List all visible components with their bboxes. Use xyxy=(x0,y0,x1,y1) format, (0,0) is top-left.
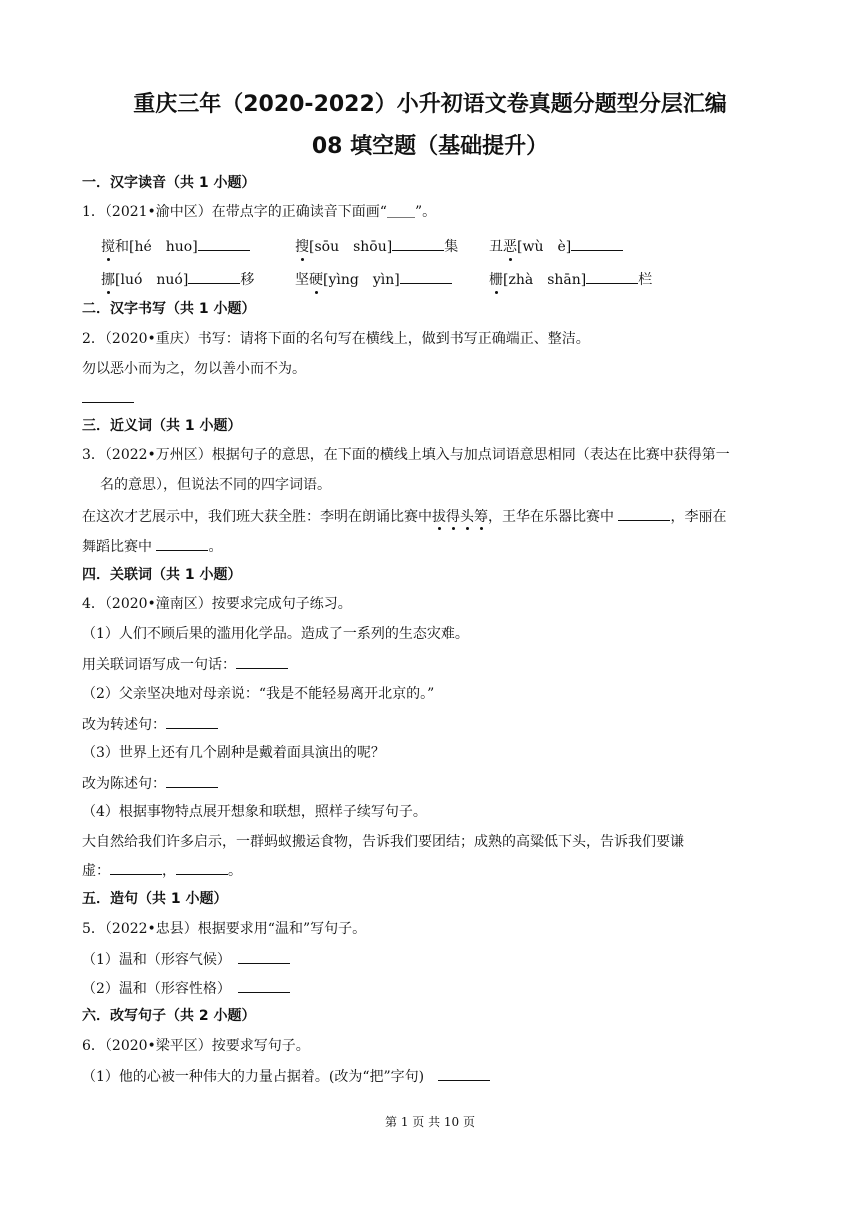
passage-text: ，李丽在 xyxy=(670,509,727,525)
q4-item-2-prompt: 改为转述句： xyxy=(82,716,218,733)
passage-text: 。 xyxy=(208,539,223,555)
pinyin-item-2 xyxy=(295,236,458,256)
question-6: 6．（2020•梁平区）按要求写句子。 xyxy=(82,1038,310,1054)
char-after: 移 xyxy=(240,272,255,288)
pinyin-options: [wù è] xyxy=(517,239,572,255)
document-subtitle: 08 填空题（基础提升） xyxy=(311,134,549,159)
pinyin-item-3 xyxy=(489,236,623,256)
char-before: 丑 xyxy=(489,239,503,255)
pinyin-options: 和[hé huo] xyxy=(115,239,198,255)
section-1-header: 一．汉字读音（共 1 小题） xyxy=(82,175,256,191)
page-footer: 第 1 页 共 10 页 xyxy=(385,1115,475,1129)
passage-text: 舞蹈比赛中 xyxy=(82,539,157,555)
question-4: 4．（2020•潼南区）按要求完成句子练习。 xyxy=(82,596,352,612)
answer-blank[interactable] xyxy=(238,951,290,964)
passage-text: ，王华在乐器比赛中 xyxy=(488,509,619,525)
q4-item-3: （3）世界上还有几个剧种是戴着面具演出的呢？ xyxy=(82,745,385,761)
section-2-header: 二．汉字书写（共 1 小题） xyxy=(82,301,256,317)
answer-blank[interactable] xyxy=(166,775,218,788)
q4-item-1: （1）人们不顾后果的滥用化学品。造成了一系列的生态灾难。 xyxy=(82,626,469,642)
pinyin-item-4 xyxy=(101,269,254,289)
question-1: 1．（2021•渝中区）在带点字的正确读音下面画“＿＿”。 xyxy=(82,204,437,220)
q4-item-4-answer: 虚： ， 。 xyxy=(82,863,242,879)
char-after: 栏 xyxy=(638,272,653,288)
answer-blank[interactable] xyxy=(400,271,452,284)
answer-blank[interactable] xyxy=(586,271,638,284)
question-3-passage-1 xyxy=(82,508,726,525)
section-4-header: 四．关联词（共 1 小题） xyxy=(82,567,242,583)
q6-item-1: （1）他的心被一种伟大的力量占据着。(改为“把”字句) xyxy=(82,1068,490,1085)
dotted-char: 搜 xyxy=(295,236,309,256)
dotted-char: 挪 xyxy=(101,269,115,289)
question-3-line-1: 3．（2022•万州区）根据句子的意思，在下面的横线上填入与加点词语意思相同（表达在比赛中获得第一 xyxy=(82,447,730,463)
question-3-passage-2 xyxy=(82,538,222,555)
answer-blank[interactable] xyxy=(198,238,250,251)
section-3-header: 三．近义词（共 1 小题） xyxy=(82,418,242,434)
answer-line[interactable] xyxy=(82,390,134,407)
dotted-char: 栅 xyxy=(489,269,503,289)
question-5: 5．（2022•忠县）根据要求用“温和”写句子。 xyxy=(82,921,367,937)
section-6-header: 六．改写句子（共 2 小题） xyxy=(82,1008,256,1024)
answer-blank[interactable] xyxy=(110,862,162,875)
q4-item-1-prompt: 用关联词语写成一句话： xyxy=(82,656,288,673)
pinyin-item-5 xyxy=(295,269,452,289)
dotted-word xyxy=(432,509,488,525)
question-2: 2．（2020•重庆）书写：请将下面的名句写在横线上，做到书写正确端正、整洁。 xyxy=(82,331,590,347)
answer-blank[interactable] xyxy=(571,238,623,251)
pinyin-item-6 xyxy=(489,269,652,289)
q4-item-4-text: 大自然给我们许多启示，一群蚂蚁搬运食物，告诉我们要团结；成熟的高粱低下头，告诉我们要谦 xyxy=(82,834,684,850)
q4-item-2: （2）父亲坚决地对母亲说：“我是不能轻易离开北京的。” xyxy=(82,686,435,702)
document-title: 重庆三年（2020-2022）小升初语文卷真题分题型分层汇编 xyxy=(133,92,727,117)
answer-blank[interactable] xyxy=(236,656,288,669)
answer-blank[interactable] xyxy=(238,980,290,993)
dotted-char: 头 xyxy=(460,509,474,525)
char-before: 坚 xyxy=(295,272,309,288)
answer-blank[interactable] xyxy=(438,1068,490,1081)
answer-blank[interactable] xyxy=(156,538,208,551)
passage-text: 在这次才艺展示中，我们班大获全胜：李明在朗诵比赛中 xyxy=(82,509,432,525)
quote-text: 勿以恶小而为之，勿以善小而不为。 xyxy=(82,361,306,377)
dotted-char: 得 xyxy=(446,509,460,525)
dotted-char: 搅 xyxy=(101,236,115,256)
answer-blank[interactable] xyxy=(176,862,228,875)
dotted-char: 恶 xyxy=(503,236,517,256)
char-after: 集 xyxy=(444,239,459,255)
pinyin-item-1 xyxy=(101,236,250,256)
q4-item-4: （4）根据事物特点展开想象和联想，照样子续写句子。 xyxy=(82,804,427,820)
dotted-char: 硬 xyxy=(309,269,323,289)
q5-item-1: （1）温和（形容气候） xyxy=(82,951,290,968)
answer-blank[interactable] xyxy=(166,716,218,729)
question-3-line-2: 名的意思），但说法不同的四字词语。 xyxy=(100,477,331,493)
dotted-char: 筹 xyxy=(474,509,488,525)
section-5-header: 五．造句（共 1 小题） xyxy=(82,891,228,907)
dotted-char: 拔 xyxy=(432,509,446,525)
q4-item-3-prompt: 改为陈述句： xyxy=(82,775,218,792)
answer-blank[interactable] xyxy=(618,508,670,521)
pinyin-options: [luó nuó] xyxy=(115,272,189,288)
q5-item-2: （2）温和（形容性格） xyxy=(82,980,290,997)
answer-blank[interactable] xyxy=(392,238,444,251)
pinyin-options: [yìng yìn] xyxy=(323,272,400,288)
answer-blank[interactable] xyxy=(188,271,240,284)
pinyin-options: [sōu shōu] xyxy=(309,239,393,255)
pinyin-options: [zhà shān] xyxy=(503,272,587,288)
